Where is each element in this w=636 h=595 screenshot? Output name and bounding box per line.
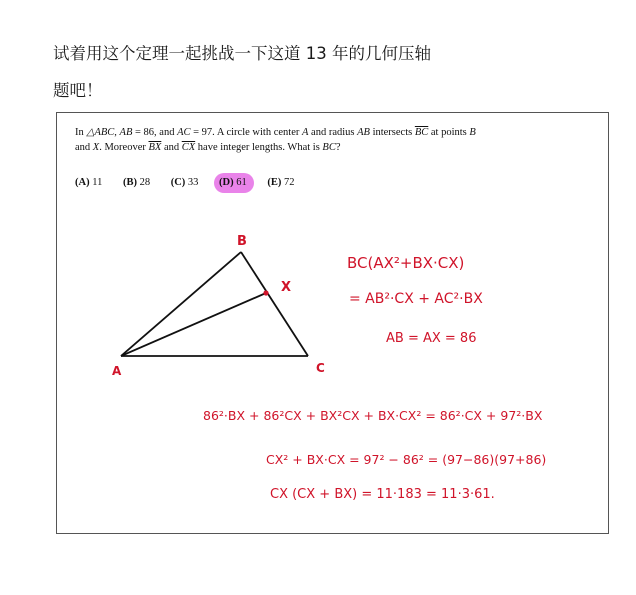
problem-card [56,112,609,534]
side-bc [241,252,308,356]
choice-c: (C) 33 [170,177,199,188]
work-line-4: 86²·BX + 86²CX + BX²CX + BX·CX² = 86²·CX + 97²·BX [203,408,543,423]
intro-line-1: 试着用这个定理一起挑战一下这道 13 年的几何压轴 [53,44,431,63]
side-ab [121,252,241,356]
vertex-c-label: C [316,361,325,375]
point-x-dot [263,290,268,295]
triangle-diagram [121,252,308,356]
vertex-a-label: A [112,364,122,378]
work-line-1: BC(AX²+BX·CX) [347,254,465,272]
problem-statement: In △ABC, AB = 86, and AC = 97. A circle with center A and radius AB intersects $\overline{BC}$ at points B and X. Moreover $\overline{BX}$ and $\overline{CX}$ have integer lengths. What is BC? [75,127,476,153]
work-line-5: CX² + BX·CX = 97² − 86² = (97−86)(97+86) [266,452,547,467]
work-line-6: CX (CX + BX) = 11·183 = 11·3·61. [270,487,495,502]
choice-b: (B) 28 [122,177,151,188]
vertex-b-label: B [237,234,247,249]
segment-ax [121,293,266,356]
choice-e: (E) 72 [267,177,295,188]
point-x-label: X [281,280,292,295]
work-line-3: AB = AX = 86 [386,331,477,346]
choice-a: (A) 11 [75,177,103,188]
intro-line-2: 题吧！ [53,81,103,100]
choice-d: (D) 61 [219,177,247,188]
work-line-2: = AB²·CX + AC²·BX [349,291,483,307]
